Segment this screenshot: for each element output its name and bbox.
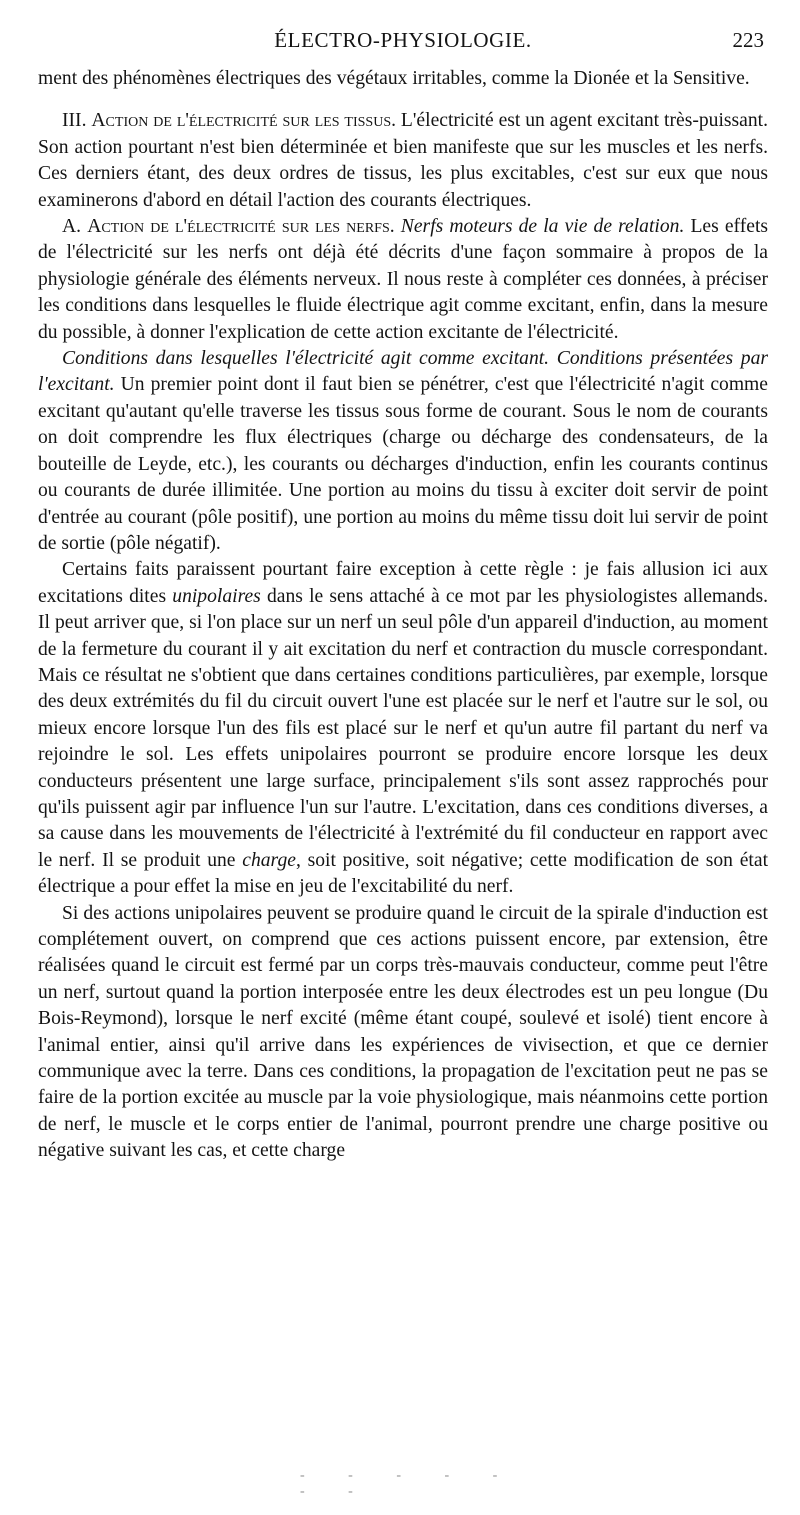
subsection-marker: A. <box>62 216 82 238</box>
paragraph-unipolar <box>38 557 768 900</box>
page-number: 223 <box>732 28 764 52</box>
paragraph-text: dans le sens attaché à ce mot par les physiologistes allemands. Il peut arriver que, si l'on place sur un nerf un seul pôle d'un appareil d'induction, au moment de la fermeture du courant il y ait excitation du nerf et contraction du muscle correspondant. Mais ce résultat ne s'obtient que dans certaines conditions particulières, par exemple, lorsque des deux extrémités du fil du circuit ouvert l'une est placée sur le nerf et l'autre sur le sol, ou mieux encore lorsque l'un des fils est placé sur le nerf et qu'un autre fil partant du nerf va rejoindre le sol. Les effets unipolaires pourront se produire encore lorsque les deux conducteurs présentent une large surface, principalement s'ils sont assez rapprochés pour qu'ils puissent agir par influence l'un sur l'autre. L'excitation, dans ces conditions diverses, a sa cause dans les mouvements de l'électricité à l'extrémité du fil conducteur en rapport avec le nerf. Il se produit une <box>38 585 768 871</box>
body-text <box>38 66 768 1165</box>
paragraph-extension <box>38 901 768 1165</box>
running-title: ÉLECTRO-PHYSIOLOGIE. <box>274 28 532 52</box>
subsection-heading: Action de l'électricité sur les nerfs. <box>87 216 395 238</box>
section-marker: III. <box>62 110 87 132</box>
paragraph-text: Si des actions unipolaires peuvent se produire quand le circuit de la spirale d'induction est complétement ouvert, on comprend que ces actions puissent encore, par extension, être réalisées quand le circuit est fermé par un corps très-mauvais conducteur, comme peut l'être un nerf, surtout quand la portion interposée entre les deux électrodes est un peu longue (Du Bois-Reymond), lorsque le nerf excité (même étant coupé, soulevé et isolé) tient encore à l'animal entier, ainsi qu'il arrive dans les expériences de vivisection, et que ce dernier communique avec la terre. Dans ces conditions, la propagation de l'excitation peut ne pas se faire de la portion excitée au muscle par la voie physiologique, mais néanmoins cette portion de nerf, le muscle et le corps entier de l'animal, pourront prendre une charge positive ou négative suivant les cas, et cette charge <box>38 902 768 1162</box>
italic-term: unipolaires <box>172 585 261 607</box>
italic-term: charge <box>242 849 296 871</box>
paragraph-continuation <box>38 66 768 92</box>
page-header <box>38 28 768 60</box>
paragraph-text: Certains faits paraissent pourtant faire exception à cette règle : je fais allusion ici aux excitations dites <box>38 559 768 607</box>
paragraph-text: Un premier point dont il faut bien se pénétrer, c'est que l'électricité n'agit comme excitant qu'autant qu'elle traverse les tissus sous forme de courant. Sous le nom de courants on doit comprendre les flux électriques (charge ou décharge des condensateurs, de la bouteille de Leyde, etc.), les courants ou décharges d'induction, enfin les courants continus ou courants de durée illimitée. Une portion au moins du tissu à exciter doit servir de point d'entrée au courant (pôle positif), une portion au moins du même tissu doit lui servir de point de sortie (pôle négatif). <box>38 374 768 554</box>
paragraph-text: , soit positive, soit négative; cette modification de son état électrique a pour effet la mise en jeu de l'excitabilité du nerf. <box>38 849 769 898</box>
paragraph-text: ment des phénomènes électriques des végétaux irritables, comme la Dionée et la Sensitive. <box>38 68 750 89</box>
paragraph-text: L'électricité est un agent excitant très-puissant. Son action pourtant n'est bien déterminée et bien manifeste que sur les muscles et les nerfs. Ces derniers étant, des deux ordres de tissus, les plus excitables, c'est sur eux que nous examinerons d'abord en détail l'action des courants électriques. <box>38 110 768 211</box>
paragraph-subsection-A <box>38 214 768 346</box>
section-heading: Action de l'électricité sur les tissus. <box>91 110 397 132</box>
italic-heading: Conditions présentées par l'excitant. <box>38 348 769 396</box>
italic-heading: Conditions dans lesquelles l'électricité agit comme excitant. <box>62 348 550 370</box>
paragraph-text: Les effets de l'électricité sur les nerfs ont déjà été décrits d'une façon sommaire à propos de la physiologie générale des éléments nerveux. Il nous reste à compléter ces données, à préciser les conditions dans lesquelles le fluide électrique agit comme excitant, enfin, dans la mesure du possible, à donner l'explication de cette action excitante de l'électricité. <box>38 216 769 343</box>
paragraph-conditions <box>38 346 768 557</box>
paragraph-section-III <box>38 108 768 214</box>
italic-heading: Nerfs moteurs de la vie de relation. <box>400 216 685 238</box>
footer-scan-marks: - - - - - - - <box>300 1468 518 1499</box>
